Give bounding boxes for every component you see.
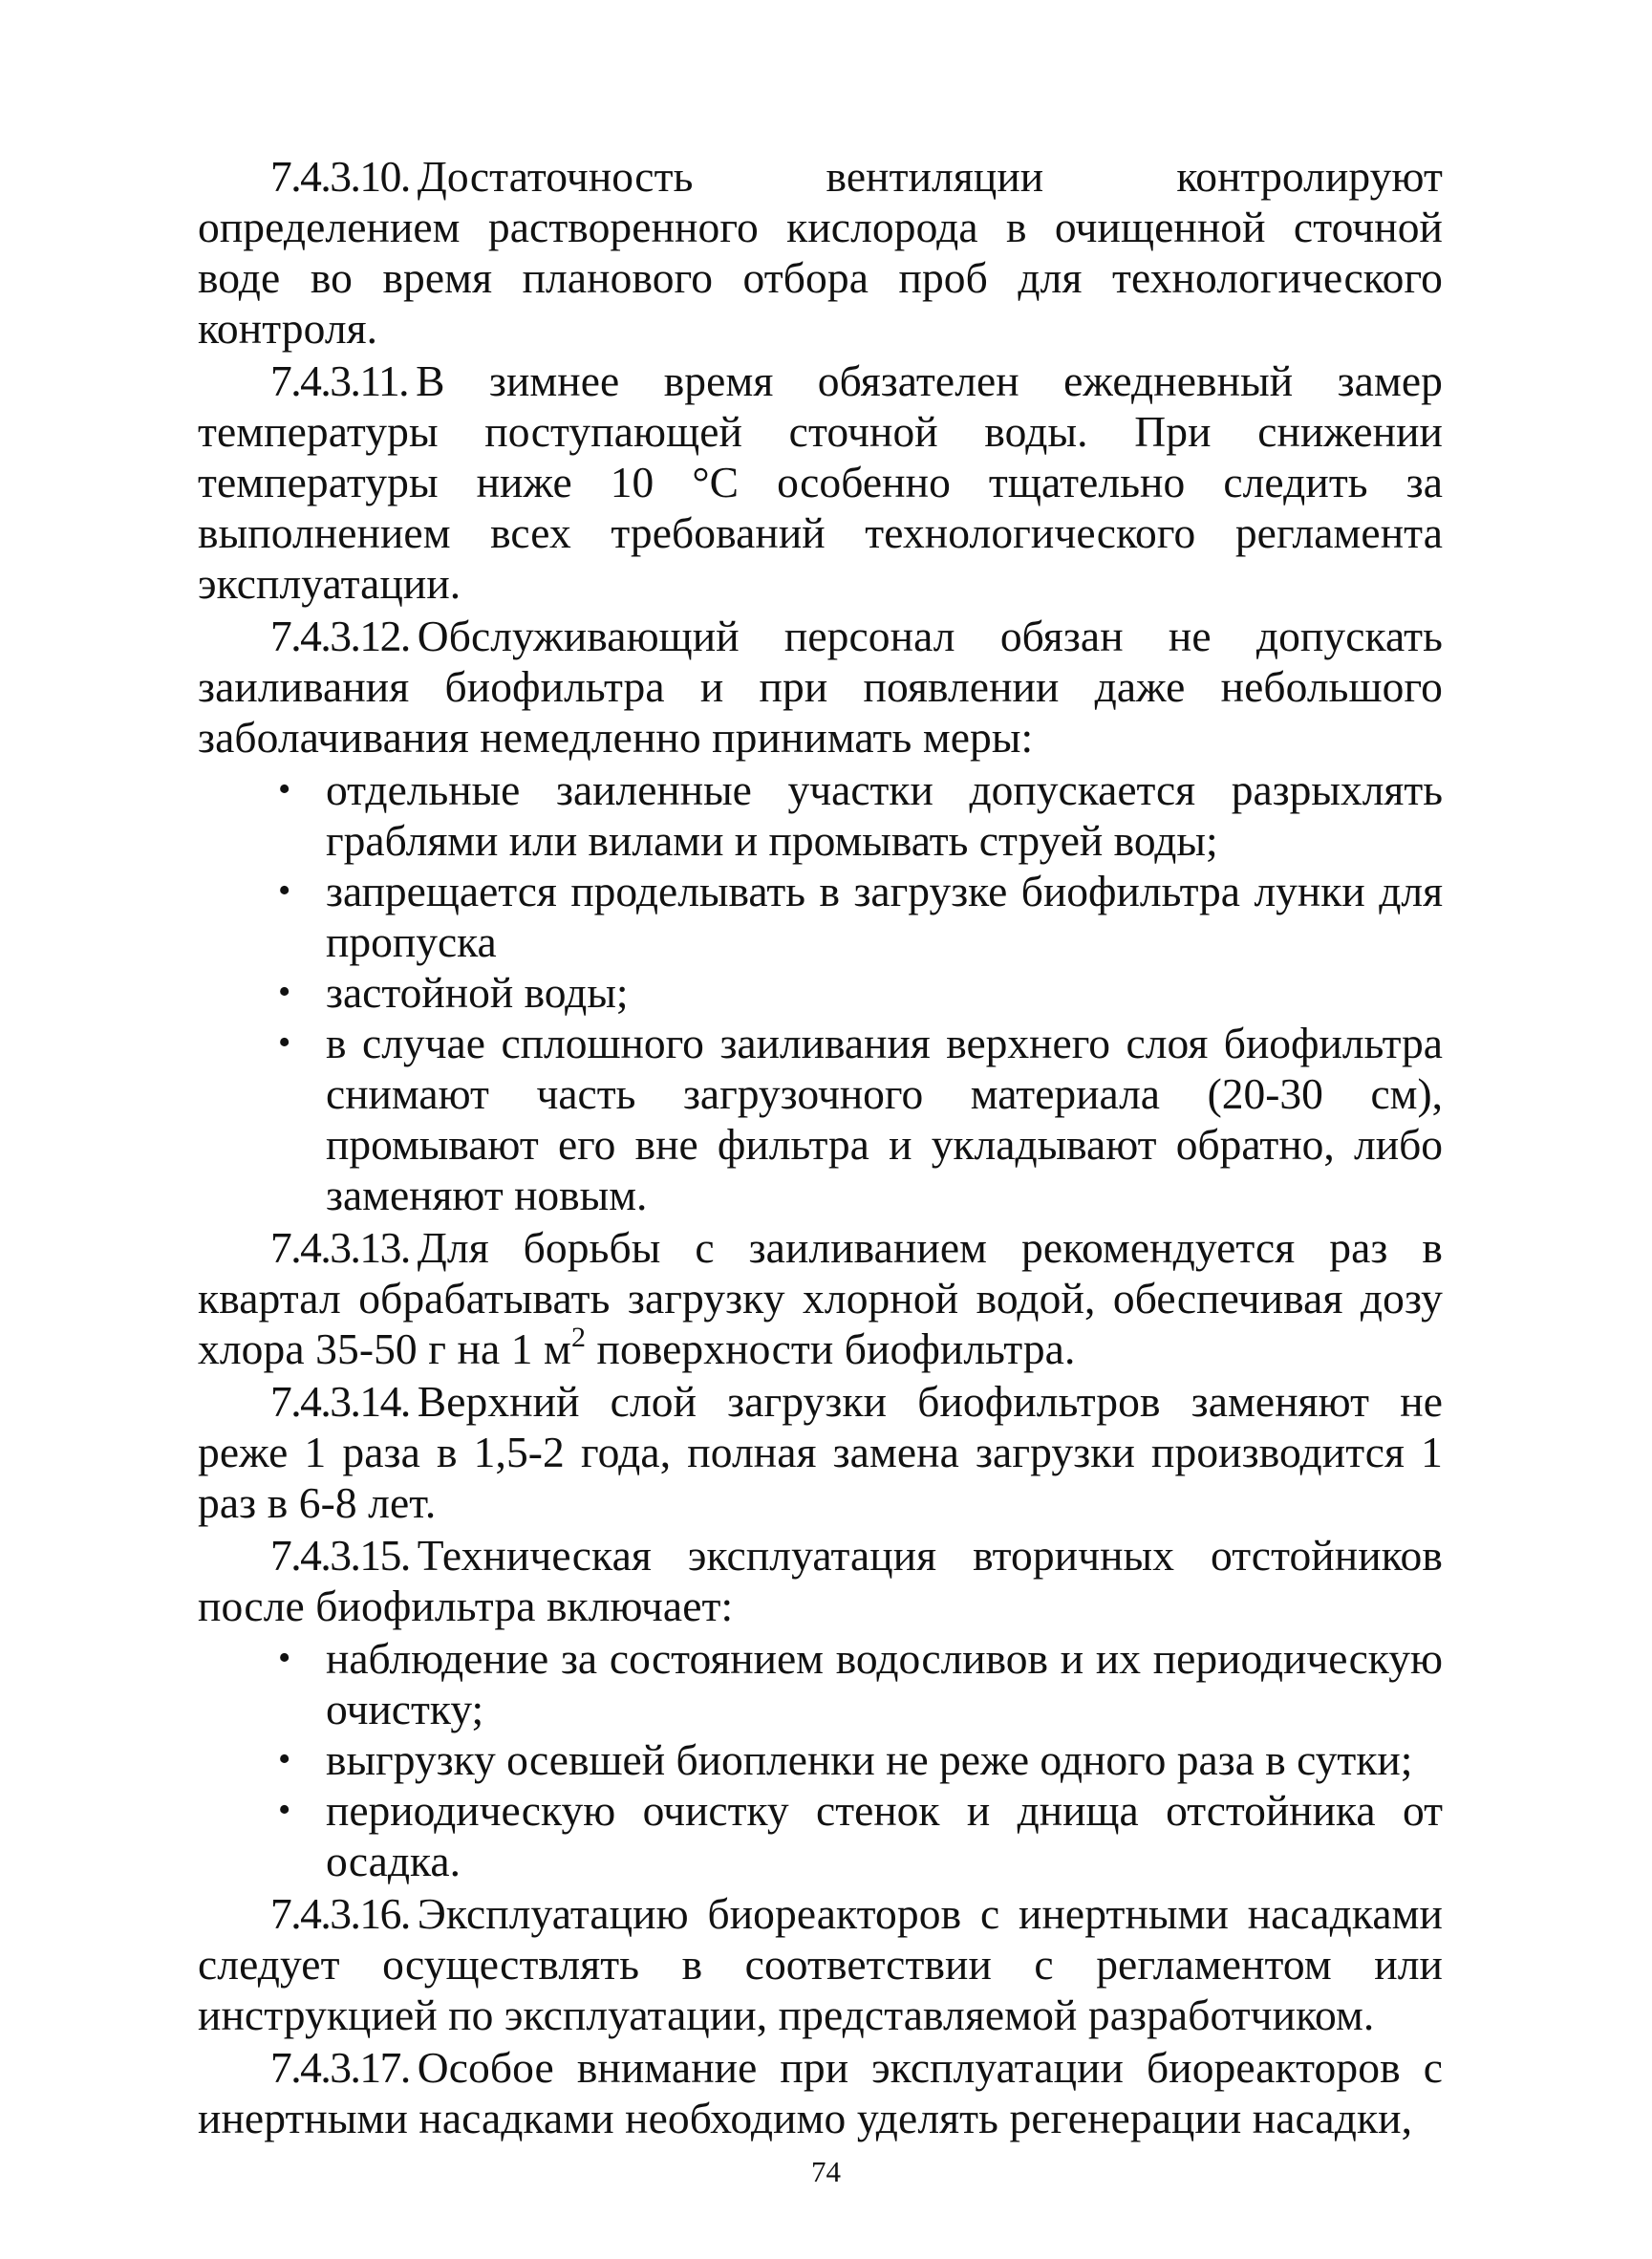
list-item-text: наблюдение за состоянием водосливов и их периодическую очистку; [326, 1634, 1443, 1733]
paragraph-7-4-3-10 [198, 151, 1443, 354]
clause-number: 7.4.3.15. [270, 1531, 410, 1580]
list-item [198, 866, 1443, 967]
bullet-icon: • [278, 769, 291, 809]
paragraph-text: Верхний слой загрузки биофильтров заменяют не реже 1 раза в 1,5-2 года, полная замена загрузки производится 1 раз в 6-8 лет. [198, 1377, 1443, 1527]
paragraph-7-4-3-12 [198, 611, 1443, 763]
clause-number: 7.4.3.11. [270, 356, 409, 405]
clause-number: 7.4.3.14. [270, 1377, 410, 1426]
paragraph-text: Достаточность вентиляции контролируют определением растворенного кислорода в очищенной сточной воде во время планового отбора проб для технологического контроля. [198, 152, 1443, 353]
paragraph-text: В зимнее время обязателен ежедневный замер температуры поступающей сточной воды. При снижении температуры ниже 10 °С особенно тщательно следить за выполнением всех требований технологического регламента эксплуатации. [198, 356, 1443, 608]
bullet-list-7-4-3-12 [198, 764, 1443, 1220]
list-item-text: в случае сплошного заиливания верхнего слоя биофильтра снимают часть загрузочного материала (20-30 см), промывают его вне фильтра и укладывают обратно, либо заменяют новым. [326, 1019, 1443, 1219]
bullet-icon: • [278, 1022, 291, 1063]
list-item [198, 1734, 1443, 1785]
paragraph-7-4-3-17 [198, 2042, 1443, 2143]
paragraph-7-4-3-15 [198, 1530, 1443, 1631]
clause-number: 7.4.3.16. [270, 1889, 410, 1938]
list-item-text: выгрузку осевшей биопленки не реже одного раза в сутки; [326, 1735, 1413, 1784]
paragraph-7-4-3-16 [198, 1888, 1443, 2040]
paragraph-text-end: поверхности биофильтра. [586, 1324, 1076, 1373]
paragraph-7-4-3-13 [198, 1222, 1443, 1374]
paragraph-text: Для борьбы с заиливанием рекомендуется раз в квартал обрабатывать загрузку хлорной водой, обеспечивая дозу хлора 35-50 г на 1 м [198, 1223, 1443, 1373]
list-item [198, 1018, 1443, 1220]
list-item [198, 1633, 1443, 1734]
paragraph-7-4-3-14 [198, 1376, 1443, 1528]
bullet-list-7-4-3-15 [198, 1633, 1443, 1886]
paragraph-text: Эксплуатацию биореакторов с инертными насадками следует осуществлять в соответствии с регламентом или инструкцией по эксплуатации, представляемой разработчиком. [198, 1889, 1443, 2039]
list-item [198, 764, 1443, 866]
list-item-text: застойной воды; [326, 968, 629, 1017]
bullet-icon: • [278, 1790, 291, 1830]
paragraph-text: Особое внимание при эксплуатации биореакторов с инертными насадками необходимо уделять регенерации насадки, [198, 2043, 1443, 2142]
clause-number: 7.4.3.17. [270, 2043, 410, 2092]
list-item [198, 967, 1443, 1018]
clause-number: 7.4.3.13. [270, 1223, 410, 1272]
bullet-icon: • [278, 1739, 291, 1779]
list-item-text: запрещается проделывать в загрузке биофильтра лунки для пропуска [326, 867, 1443, 966]
paragraph-7-4-3-11 [198, 355, 1443, 609]
clause-number: 7.4.3.10. [270, 152, 410, 201]
superscript: 2 [570, 1322, 587, 1353]
list-item-text: отдельные заиленные участки допускается разрыхлять граблями или вилами и промывать струей воды; [326, 765, 1443, 865]
bullet-icon: • [278, 871, 291, 911]
clause-number: 7.4.3.12. [270, 612, 410, 660]
paragraph-text: Обслуживающий персонал обязан не допускать заиливания биофильтра и при появлении даже небольшого заболачивания немедленно принимать меры: [198, 612, 1443, 762]
list-item-text: периодическую очистку стенок и днища отстойника от осадка. [326, 1786, 1443, 1885]
bullet-icon: • [278, 972, 291, 1012]
page-number: 74 [811, 2155, 841, 2188]
bullet-icon: • [278, 1638, 291, 1678]
list-item [198, 1785, 1443, 1886]
document-body [198, 151, 1443, 2145]
paragraph-text: Техническая эксплуатация вторичных отстойников после биофильтра включает: [198, 1531, 1443, 1630]
